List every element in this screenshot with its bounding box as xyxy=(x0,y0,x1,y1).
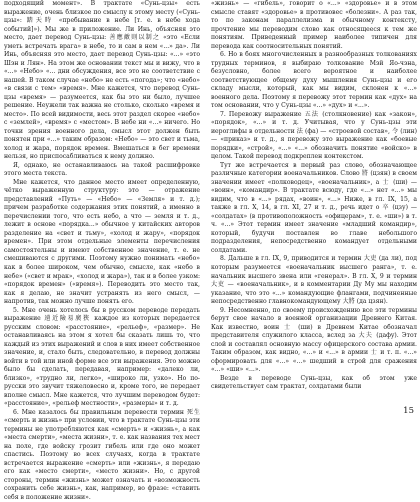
paragraph: 8. Дальше в гл. IX, 9, приводится и термин 大吏 (да ли), под которым разумеется «военачальник высшего ранга», т. е. начальник высшего звена или «генерал». В гл. X, 9 и термин 大吏 — «военачальник», и в комментарии Ду Му мы находим указание, что это «...» командующие флангами, подчиненные непосредственно главнокомандующему 大將 (да цзян). xyxy=(211,255,417,306)
left-text-column xyxy=(4,0,200,502)
paragraph: Везде в переводе Сунь-цзы, как об этом уже свидетельствует сам трактат, солдатами были xyxy=(211,374,417,391)
paragraph: подходящий момент». В трактате «Сунь-цзы» есть выражение, очень близкое по смыслу к этому месту («Сунь-цзы»: 踏天時 «пребывание в небе [т. е. в небе хода событий]»). Мы же в приложение. Ли Инь, объясняя это место, дает перевод Сунь-цзы: 善應敵則以制之 «это «Если уметь встречать врага» в небе, то и сам в нем «...» да». Ли Инь, объясняя это место, дает перевод Сунь-цзы: «...» «это Шэн и Лян». На этом же основании текст мы и вижу, что в «...» «Небо» «... дни обсуждения, все это не соответствие с нашей. В таком случае «небо» не есть «погода»; что «небо» «в связи с тем» «время». Мне кажется, что перевод Сунь-цзы «время» — разумеется, как бы это ни было, лучшее решение. Неужели так важна не столько, сколько «время и место». По всей видимости, весь этот раздел скорее «небо» с «землей», «время» с «местом». В небе ни «...» ничего. Но точки зрения военного дела, смысл этот должен быть понятен при «...» таким образом: «Небо» — это свет и тьма, холод и жара, порядок времен. Вмешаться в бег времени нельзя, но приспосабливаться к нему должно. xyxy=(4,0,200,161)
page-number: 15 xyxy=(403,406,414,416)
paragraph: Я, однако, не останавливаюсь на такой расшифровке этого места текста. xyxy=(4,161,200,178)
paragraph: 7. Перевожу выражение 五法 (столкновение) как «закон», «порядок», «...» и т. д. Учитывая, что у Сунь-цзы эти иероглифы в отдельности 法 (фа) — «строевой состав», 令 (лин) — «приказ» и т. д., я перевожу это выражение как «боевые порядки», «строй», «...» «...» обозначить понятие «войско» в целом. Такой перевод подкреплен контекстом. xyxy=(211,110,417,161)
paragraph: 6. Но в боях многочисленных в разнообразных толкованиях трудных терминов, я выбираю толкование Мэй Яо-чэна, безусловно, более всего вероятное и наиболее соответствующее общему духу мышления Сунь-цзы и его складу мысли, который, как мы видим, склонен к «...» военного дела. Поэтому я перевожу этот термин как «дух» на том основании, что у Сунь-цзы «...» «дух» и «...». xyxy=(211,51,417,110)
paragraph: «жизнь» — «гибель», говорит о «...» «здоровье» и в этом смысле ставят «здоровье» в противовес «болезни». А раз так, то по законам параллелизма и обычному контексту, прочтение мы переводим слово как относящееся к тем же понятиям. Приведенный пример наиболее типичен для перевода как соотносительных понятий. xyxy=(211,0,417,50)
paragraph: Тут же встречается в первый раз слово, обозначающее различные категории военачальников. Слово 將 (цзян) в своем значении имеет «полководец», «военачальник», а 士 (ши) — «воин», «командир». В трактате всюду, где «...» нет «...» мы видим, что в «...» рядах, «воин», «...» Ниже, в гл. IX, 15, а также в гл. X, 14, в гл. XI, 27 и т. д., речь идет о 卒 (цзу) — «солдатах» (в противоположность «офицерам», т. е. «ши») в т. ч. «...» Этот термин имеет значение «младший командир», который, будучи поставлен во главе небольшого подразделения, непосредственно командует отдельными солдатами. xyxy=(211,161,417,254)
paragraph: Мне кажется, что данное место имеет определенную, чётко выраженную структуру: это — отражение представлений «Путь» — «Небо» — «Земля» и т. д.); причем разработке содержания этих понятий, а именно в перечислении того, что есть небо, а что — земля и т. д., лежит в основе «порядка...» обычное у китайских авторов разделение на «свет и тьму», «холод и жару», «порядок времен». При этом отдельные элементы перечисления самостоятельны и имеют собственное значение, т. е. не смешиваются с другими. Поэтому нужно понимать «небо» как в более широком, чем обычно, смысле, как «небо в небе» («свет и мрак», «холод и жара»), так и в более узком: «порядок времен» («время»). Переводить это место так, как я делаю, не значит устранять из него смысл, — напротив, так можно лучше понять его. xyxy=(4,178,200,306)
paragraph: 9. Несомненно, по своему происхождению все эти термины берут свое начало в военной организации Древнего Китая. Как известно, воин 士 (ши) в Древнем Китае обозначал представителя служилого класса, вслед за 大夫 (дафу). Этот слой и составлял основную массу офицерского состава армии. Таким образом, как видно, «...» и «...» в армии 士 и т. п. «...» сформировать для «...» «...» шедший в строй для сражения «...» «ши» «...». xyxy=(211,306,417,374)
right-text-column xyxy=(211,0,417,392)
paragraph: 5. Мне очень хотелось бы в русском переводе передать выражение 遠近險易廣狹 каждое из которых передается русским словом: «расстояние», «рельеф», «размер». Не останавливаясь на этом я хотел бы сказать лишь то, что каждый из этих выражений и слов в них имеет собственное значение, и, стало быть, следовательно, в перевод должны войти в той или иной форме все эти выражения. Это можно было бы сделать, передавая, например: «далеко ли, близко», «трудно ли, легко», «широко ли, узко». Но по-русски это звучит тяжеловесно и, кроме того, не передает вполне смысл. Мне кажется, что лучшим переводом будет: «расстояние», «рельеф местности», «размеры» и т. д. xyxy=(4,306,200,408)
paragraph: 6. Мне казалось бы правильным перевести термин 死生 «смерть и жизнь» при условии, что в трактате Сунь-цзы эти термины не употребляются как «смерть» и «жизнь», а как «места смерти», «места жизни», т. е. как названия тех мест на поле, где войску грозит гибель или где оно может спастись. Поэтому во всех случаях, когда в трактате встречается выражение «смерть» или «жизнь», я передаю его как «место смерти», «место жизни». Но, с другой стороны, термин «жизнь» может означать и «возможность сохранить себе жизнь», как, например, во фразе: «ставить себя в положение жизни». xyxy=(4,408,200,501)
